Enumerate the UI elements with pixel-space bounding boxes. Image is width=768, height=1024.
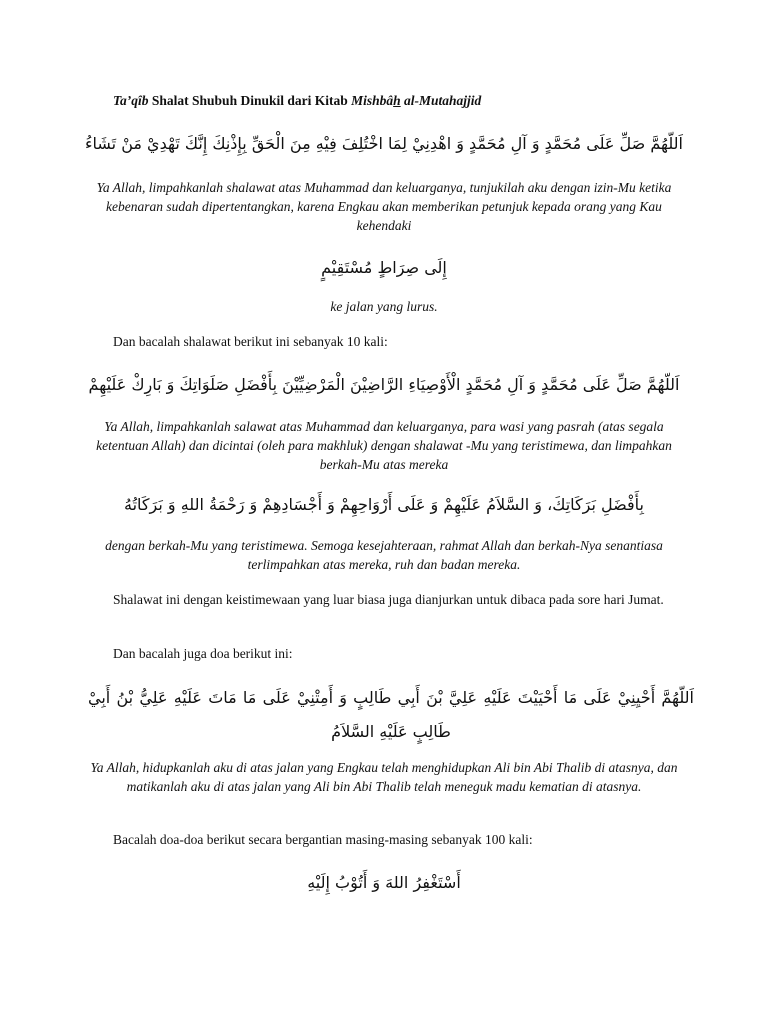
instruction-paragraph-3: Dan bacalah juga doa berikut ini: xyxy=(113,646,293,661)
section-heading xyxy=(113,93,481,109)
arabic-prayer-3: اَللّهُمَّ صَلِّ عَلَى مُحَمَّدٍ وَ آلِ مُحَمَّدٍ الْأَوْصِيَاءِ الرَّاضِيْنَ الْمَرْضِيِّيْنَ بِأَفْضَلِ صَلَوَاتِكَ وَ بَارِكْ عَلَيْهِمْ xyxy=(88,375,680,394)
arabic-prayer-1: اَللّهُمَّ صَلِّ عَلَى مُحَمَّدٍ وَ آلِ مُحَمَّدٍ وَ اهْدِنِيْ لِمَا اخْتُلِفَ فِيْهِ مِنَ الْحَقِّ بِإِذْنِكَ إِنَّكَ تَهْدِيْ مَنْ تَشَاءُ xyxy=(85,134,683,153)
translation-2: ke jalan yang lurus. xyxy=(330,299,438,314)
heading-book-title-b: al-Mutahajjid xyxy=(400,93,482,108)
arabic-prayer-6: أَسْتَغْفِرُ اللهَ وَ أَتُوْبُ إِلَيْهِ xyxy=(307,873,461,892)
heading-term-taqib: Ta’qîb xyxy=(113,93,149,108)
translation-3: Ya Allah, limpahkanlah salawat atas Muhammad dan keluarganya, para wasi yang pasrah (atas segala ketentuan Allah) dan dicintai (oleh para makhluk) dengan shalawat -Mu yang teristimewa, dan limpahkan berkah-Mu atas mereka xyxy=(96,419,672,472)
heading-book-title-underlined-letter: h xyxy=(393,93,401,108)
heading-book-title-a: Mishbâ xyxy=(351,93,394,108)
instruction-paragraph-1: Dan bacalah shalawat berikut ini sebanyak 10 kali: xyxy=(113,334,388,349)
instruction-paragraph-2: Shalawat ini dengan keistimewaan yang luar biasa juga dianjurkan untuk dibaca pada sore hari Jumat. xyxy=(113,592,664,607)
arabic-prayer-5: اَللّهُمَّ أَحْيِنِيْ عَلَى مَا أَحْيَيْتَ عَلَيْهِ عَلِيَّ بْنَ أَبِي طَالِبٍ وَ أَمِتْنِيْ عَلَى مَا مَاتَ عَلَيْهِ عَلِيُّ بْنُ أَبِيْ طَالِبٍ عَلَيْهِ السَّلاَمُ xyxy=(88,688,694,741)
translation-5: Ya Allah, hidupkanlah aku di atas jalan yang Engkau telah menghidupkan Ali bin Abi Thalib di atasnya, dan matikanlah aku di atas jalan yang Ali bin Abi Thalib telah meneguk madu kematian di atasnya. xyxy=(90,760,678,794)
translation-4: dengan berkah-Mu yang teristimewa. Semoga kesejahteraan, rahmat Allah dan berkah-Nya senantiasa terlimpahkan atas mereka, ruh dan badan mereka. xyxy=(105,538,663,572)
arabic-prayer-2: إِلَى صِرَاطٍ مُسْتَقِيْمٍ xyxy=(321,258,447,277)
heading-text: Shalat Shubuh Dinukil dari Kitab xyxy=(148,93,352,108)
instruction-paragraph-4: Bacalah doa-doa berikut secara bergantian masing-masing sebanyak 100 kali: xyxy=(113,832,533,847)
translation-1: Ya Allah, limpahkanlah shalawat atas Muhammad dan keluarganya, tunjukilah aku dengan izin-Mu ketika kebenaran sudah dipertentangkan, karena Engkau akan memberikan petunjuk kepada orang yang Kau kehendaki xyxy=(96,180,672,233)
arabic-prayer-4: بِأَفْضَلِ بَرَكَاتِكَ، وَ السَّلاَمُ عَلَيْهِمْ وَ عَلَى أَرْوَاحِهِمْ وَ أَجْسَادِهِمْ وَ رَحْمَةُ اللهِ وَ بَرَكَاتُهُ xyxy=(124,495,644,514)
